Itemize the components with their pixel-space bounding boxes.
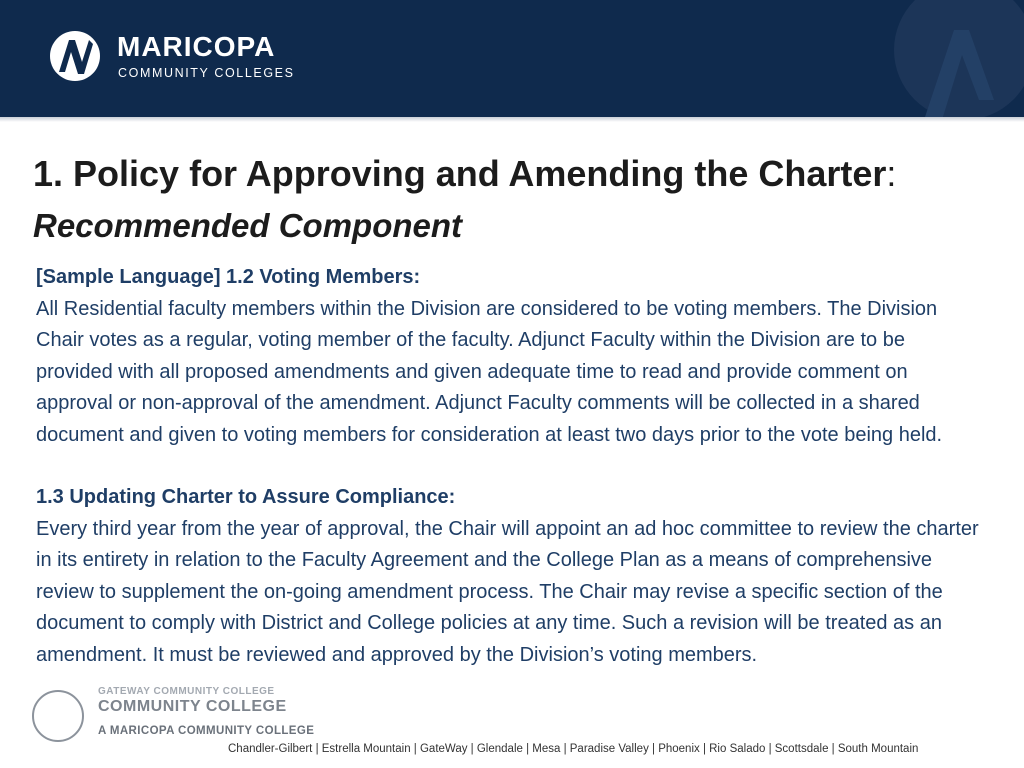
slide-title-text: 1. Policy for Approving and Amending the Charter bbox=[33, 153, 887, 194]
logo-subtitle: COMMUNITY COLLEGES bbox=[118, 66, 295, 80]
section-paragraph: All Residential faculty members within the Division are considered to be voting members. The Division Chair votes as a regular, voting member of the faculty. Adjunct Faculty within the Division are to be provided with all proposed amendments and given adequate time to read and provide comment on approval or non-approval of the amendment. Adjunct Faculty comments will be collected in a shared document and given to voting members for consideration at least two days prior to the vote being held. bbox=[36, 297, 943, 446]
section-heading: 1.3 Updating Charter to Assure Compliance: bbox=[36, 486, 456, 508]
header-bar bbox=[0, 0, 1024, 117]
slide-body bbox=[36, 262, 986, 671]
footer-college-list: Chandler-Gilbert | Estrella Mountain | GateWay | Glendale | Mesa | Paradise Valley | Phoenix | Rio Salado | Scottsdale | South Mountain bbox=[228, 743, 919, 755]
maricopa-logo-icon bbox=[49, 28, 101, 84]
header-divider bbox=[0, 117, 1024, 122]
section-paragraph: Every third year from the year of approval, the Chair will appoint an ad hoc committee to review the charter in its entirety in relation to the Faculty Agreement and the College Plan as a means of comprehensive review to supplement the on-going amendment process. The Chair may revise a specific section of the document to comply with District and College policies at any time. Such a revision will be treated as an amendment. It must be reviewed and approved by the Division’s voting members. bbox=[36, 517, 979, 666]
section-heading: [Sample Language] 1.2 Voting Members: bbox=[36, 266, 421, 288]
footer-logo-sub: A MARICOPA COMMUNITY COLLEGE bbox=[98, 725, 315, 737]
footer-logo-name: COMMUNITY COLLEGE bbox=[98, 698, 287, 715]
footer-logo-top: GATEWAY COMMUNITY COLLEGE bbox=[98, 686, 275, 697]
decorative-mark-icon bbox=[884, 0, 1024, 117]
college-seal-icon bbox=[32, 690, 84, 742]
slide-title bbox=[33, 154, 993, 194]
slide-title-colon: : bbox=[886, 153, 897, 194]
footer-college-logo bbox=[32, 686, 332, 746]
paragraph-spacer bbox=[36, 451, 986, 482]
slide-subtitle: Recommended Component bbox=[33, 207, 463, 244]
logo-title: MARICOPA bbox=[117, 31, 276, 62]
